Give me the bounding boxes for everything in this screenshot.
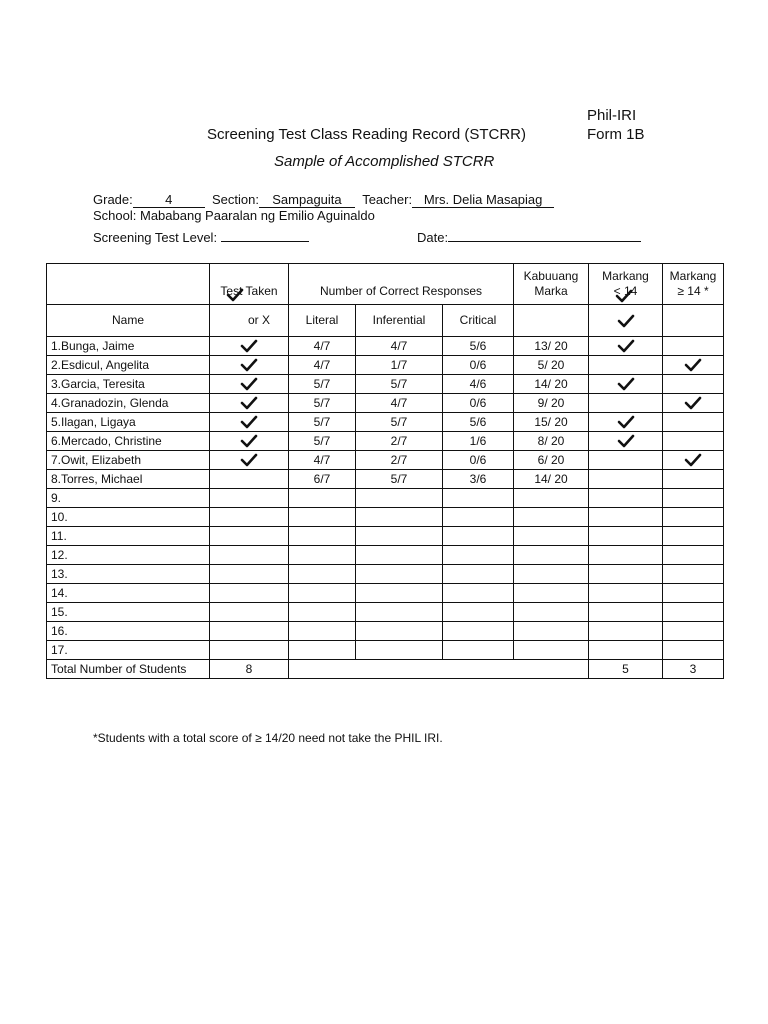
table-row <box>47 527 724 546</box>
checkmark-icon <box>240 339 258 353</box>
critical-score <box>443 584 514 603</box>
section-value: Sampaguita <box>259 192 355 208</box>
markang-ge14-cell <box>663 622 724 641</box>
level-label: Screening Test Level: <box>93 230 218 245</box>
test-taken-cell <box>210 337 289 356</box>
markang-lt14-cell <box>589 375 663 394</box>
test-taken-cell <box>210 413 289 432</box>
inferential-score <box>356 641 443 660</box>
critical-score: 5/6 <box>443 413 514 432</box>
school-value: Mababang Paaralan ng Emilio Aguinaldo <box>140 208 375 223</box>
grade-label: Grade: <box>93 192 133 207</box>
markang-ge14-cell <box>663 565 724 584</box>
critical-score <box>443 489 514 508</box>
markang-ge14-cell <box>663 337 724 356</box>
critical-score: 1/6 <box>443 432 514 451</box>
critical-score: 0/6 <box>443 394 514 413</box>
student-name: 13. <box>47 565 210 584</box>
test-taken-cell <box>210 375 289 394</box>
inferential-score <box>356 584 443 603</box>
critical-score <box>443 603 514 622</box>
test-taken-cell <box>210 394 289 413</box>
test-taken-cell <box>210 565 289 584</box>
literal-score: 4/7 <box>289 451 356 470</box>
table-row <box>47 375 724 394</box>
total-label: Total Number of Students <box>47 660 210 679</box>
test-taken-cell <box>210 489 289 508</box>
total-score: 6/ 20 <box>514 451 589 470</box>
table-row <box>47 432 724 451</box>
level-value <box>221 228 309 242</box>
critical-score <box>443 565 514 584</box>
inferential-score <box>356 489 443 508</box>
total-score: 15/ 20 <box>514 413 589 432</box>
header-blank-total <box>514 305 589 337</box>
total-score <box>514 622 589 641</box>
literal-score <box>289 546 356 565</box>
test-taken-cell <box>210 546 289 565</box>
literal-score <box>289 622 356 641</box>
literal-score: 5/7 <box>289 413 356 432</box>
student-name: 14. <box>47 584 210 603</box>
student-name: 17. <box>47 641 210 660</box>
total-score <box>514 603 589 622</box>
inferential-score: 2/7 <box>356 451 443 470</box>
markang-lt14-cell <box>589 337 663 356</box>
total-score <box>514 641 589 660</box>
test-taken-cell <box>210 584 289 603</box>
inferential-score <box>356 527 443 546</box>
literal-score <box>289 508 356 527</box>
total-score <box>514 565 589 584</box>
checkmark-icon <box>617 377 635 391</box>
form-code-line2: Form 1B <box>587 126 645 143</box>
markang-lt14-cell <box>589 527 663 546</box>
date-value <box>448 228 641 242</box>
markang-ge14-cell <box>663 508 724 527</box>
inferential-score: 4/7 <box>356 394 443 413</box>
table-row <box>47 622 724 641</box>
table-row <box>47 508 724 527</box>
markang-ge14-cell <box>663 375 724 394</box>
header-row-1 <box>47 264 724 305</box>
student-name: 11. <box>47 527 210 546</box>
student-name: 5.Ilagan, Ligaya <box>47 413 210 432</box>
total-score: 5/ 20 <box>514 356 589 375</box>
header-test-taken: Test Taken <box>210 264 289 305</box>
student-name: 4.Granadozin, Glenda <box>47 394 210 413</box>
table-row <box>47 451 724 470</box>
checkmark-icon <box>240 377 258 391</box>
markang-lt14-cell <box>589 603 663 622</box>
checkmark-icon <box>617 339 635 353</box>
critical-score <box>443 508 514 527</box>
reading-record-table <box>46 263 724 679</box>
literal-score: 5/7 <box>289 375 356 394</box>
header-kabuuang-marka: Kabuuang Marka <box>514 264 589 305</box>
inferential-score <box>356 546 443 565</box>
total-score: 8/ 20 <box>514 432 589 451</box>
inferential-score <box>356 603 443 622</box>
header-row-2 <box>47 305 724 337</box>
student-name: 6.Mercado, Christine <box>47 432 210 451</box>
checkmark-icon <box>617 415 635 429</box>
checkmark-icon <box>684 396 702 410</box>
teacher-value: Mrs. Delia Masapiag <box>412 192 554 208</box>
test-taken-cell <box>210 356 289 375</box>
header-lt14-check <box>589 305 663 337</box>
header-correct-responses: Number of Correct Responses <box>289 264 514 305</box>
teacher-label: Teacher: <box>362 192 413 207</box>
test-taken-cell <box>210 470 289 489</box>
markang-lt14-cell <box>589 584 663 603</box>
table-row <box>47 584 724 603</box>
markang-ge14-cell <box>663 641 724 660</box>
inferential-score: 4/7 <box>356 337 443 356</box>
markang-ge14-cell <box>663 584 724 603</box>
test-taken-cell <box>210 622 289 641</box>
student-name: 7.Owit, Elizabeth <box>47 451 210 470</box>
date-label: Date: <box>417 230 449 245</box>
markang-ge14-cell <box>663 451 724 470</box>
total-score <box>514 527 589 546</box>
markang-lt14-cell <box>589 622 663 641</box>
total-lt14: 5 <box>589 660 663 679</box>
table-row <box>47 546 724 565</box>
table-row <box>47 413 724 432</box>
checkmark-icon <box>684 453 702 467</box>
markang-ge14-cell <box>663 432 724 451</box>
critical-score: 5/6 <box>443 337 514 356</box>
markang-ge14-cell <box>663 546 724 565</box>
inferential-score: 5/7 <box>356 470 443 489</box>
literal-score <box>289 584 356 603</box>
test-taken-cell <box>210 603 289 622</box>
inferential-score: 1/7 <box>356 356 443 375</box>
markang-lt14-cell <box>589 641 663 660</box>
student-name: 9. <box>47 489 210 508</box>
critical-score <box>443 546 514 565</box>
test-taken-cell <box>210 451 289 470</box>
literal-score <box>289 641 356 660</box>
inferential-score <box>356 508 443 527</box>
markang-lt14-cell <box>589 489 663 508</box>
table-row <box>47 565 724 584</box>
checkmark-icon <box>684 358 702 372</box>
checkmark-icon <box>240 396 258 410</box>
literal-score <box>289 527 356 546</box>
grade-line <box>93 192 554 208</box>
checkmark-icon <box>240 358 258 372</box>
form-code-line1: Phil-IRI <box>587 107 637 124</box>
literal-score: 4/7 <box>289 356 356 375</box>
grade-value: 4 <box>133 192 205 208</box>
section-label: Section: <box>211 192 259 207</box>
test-taken-cell <box>210 432 289 451</box>
test-taken-cell <box>210 508 289 527</box>
critical-score <box>443 641 514 660</box>
date-line <box>417 228 641 245</box>
school-line <box>93 208 375 223</box>
literal-score: 4/7 <box>289 337 356 356</box>
table-row <box>47 470 724 489</box>
student-name: 2.Esdicul, Angelita <box>47 356 210 375</box>
checkmark-icon <box>240 434 258 448</box>
total-taken: 8 <box>210 660 289 679</box>
header-test-taken-sub: or X <box>210 305 289 337</box>
checkmark-icon <box>615 289 633 303</box>
header-blank-cell <box>47 264 210 305</box>
header-name: Name <box>47 305 210 337</box>
student-name: 8.Torres, Michael <box>47 470 210 489</box>
total-score <box>514 546 589 565</box>
student-name: 15. <box>47 603 210 622</box>
table-row <box>47 603 724 622</box>
critical-score: 0/6 <box>443 451 514 470</box>
markang-ge14-cell <box>663 413 724 432</box>
level-line <box>93 228 309 245</box>
markang-lt14-cell <box>589 508 663 527</box>
literal-score: 5/7 <box>289 394 356 413</box>
footnote: *Students with a total score of ≥ 14/20 need not take the PHIL IRI. <box>93 731 443 745</box>
table-row <box>47 337 724 356</box>
total-score: 9/ 20 <box>514 394 589 413</box>
checkmark-icon <box>240 415 258 429</box>
markang-ge14-cell <box>663 489 724 508</box>
inferential-score <box>356 565 443 584</box>
literal-score <box>289 489 356 508</box>
total-row <box>47 660 724 679</box>
header-critical: Critical <box>443 305 514 337</box>
total-score <box>514 508 589 527</box>
header-literal: Literal <box>289 305 356 337</box>
header-markang-ge14: Markang ≥ 14 * <box>663 264 724 305</box>
header-markang-lt14: Markang < 14 <box>589 264 663 305</box>
markang-lt14-cell <box>589 356 663 375</box>
checkmark-icon <box>617 434 635 448</box>
markang-ge14-cell <box>663 394 724 413</box>
markang-lt14-cell <box>589 451 663 470</box>
checkmark-icon <box>617 314 635 328</box>
markang-ge14-cell <box>663 470 724 489</box>
critical-score: 3/6 <box>443 470 514 489</box>
critical-score <box>443 527 514 546</box>
table-row <box>47 394 724 413</box>
student-name: 1.Bunga, Jaime <box>47 337 210 356</box>
total-blank <box>289 660 589 679</box>
total-score <box>514 489 589 508</box>
critical-score: 0/6 <box>443 356 514 375</box>
markang-lt14-cell <box>589 432 663 451</box>
markang-ge14-cell <box>663 603 724 622</box>
student-name: 10. <box>47 508 210 527</box>
literal-score: 6/7 <box>289 470 356 489</box>
form-title: Screening Test Class Reading Record (STCRR) <box>207 126 527 143</box>
header-inferential: Inferential <box>356 305 443 337</box>
table-row <box>47 641 724 660</box>
total-score: 14/ 20 <box>514 375 589 394</box>
inferential-score: 5/7 <box>356 413 443 432</box>
critical-score <box>443 622 514 641</box>
table-row <box>47 356 724 375</box>
form-subtitle: Sample of Accomplished STCRR <box>274 153 495 170</box>
markang-lt14-cell <box>589 413 663 432</box>
inferential-score: 5/7 <box>356 375 443 394</box>
student-name: 12. <box>47 546 210 565</box>
test-taken-cell <box>210 527 289 546</box>
total-score: 14/ 20 <box>514 470 589 489</box>
markang-lt14-cell <box>589 470 663 489</box>
checkmark-icon <box>240 453 258 467</box>
markang-ge14-cell <box>663 356 724 375</box>
school-label: School: <box>93 208 137 223</box>
checkmark-icon <box>226 288 244 302</box>
inferential-score: 2/7 <box>356 432 443 451</box>
test-taken-cell <box>210 641 289 660</box>
markang-lt14-cell <box>589 565 663 584</box>
markang-ge14-cell <box>663 527 724 546</box>
markang-lt14-cell <box>589 546 663 565</box>
inferential-score <box>356 622 443 641</box>
student-name: 16. <box>47 622 210 641</box>
total-score: 13/ 20 <box>514 337 589 356</box>
literal-score <box>289 603 356 622</box>
critical-score: 4/6 <box>443 375 514 394</box>
literal-score: 5/7 <box>289 432 356 451</box>
header-blank-ge14 <box>663 305 724 337</box>
student-name: 3.Garcia, Teresita <box>47 375 210 394</box>
total-ge14: 3 <box>663 660 724 679</box>
literal-score <box>289 565 356 584</box>
table-row <box>47 489 724 508</box>
total-score <box>514 584 589 603</box>
markang-lt14-cell <box>589 394 663 413</box>
